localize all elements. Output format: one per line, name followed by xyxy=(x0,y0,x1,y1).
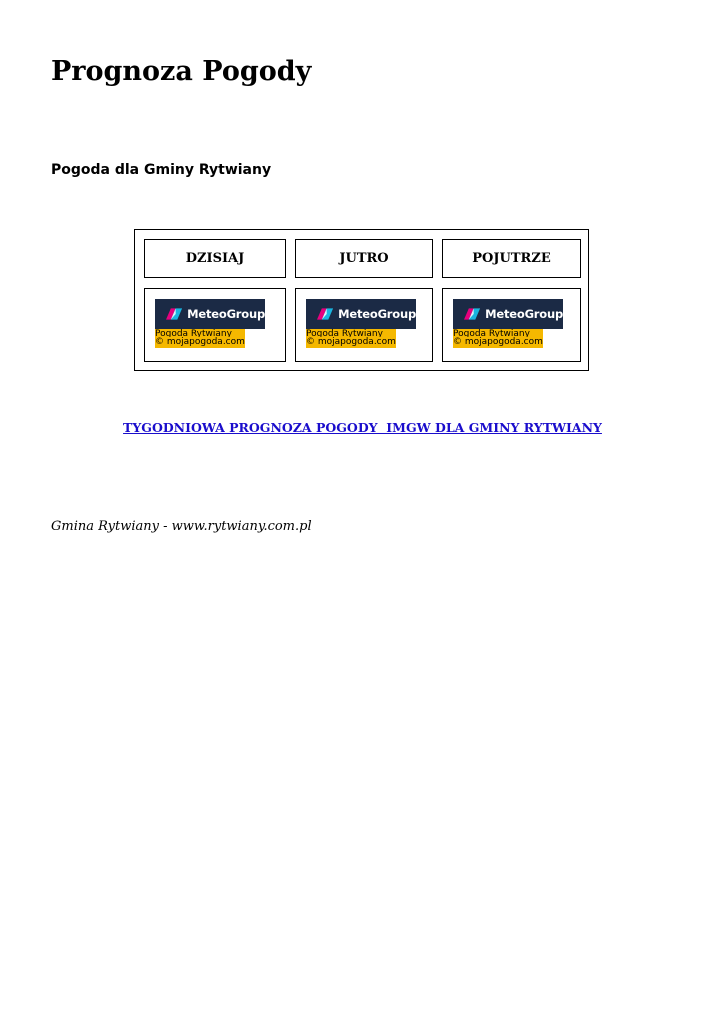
widget-caption-location: Pogoda Rytwiany xyxy=(306,329,383,337)
footer-text: Gmina Rytwiany - www.rytwiany.com.pl xyxy=(51,519,312,534)
widget-caption-copyright: © mojapogoda.com xyxy=(155,337,245,347)
meteogroup-logo-text: MeteoGroup xyxy=(338,307,416,321)
meteogroup-logo[interactable] xyxy=(306,299,416,329)
widget-caption-copyright: © mojapogoda.com xyxy=(306,337,396,347)
day-header-today: DZISIAJ xyxy=(144,239,286,278)
day-header-day-after: POJUTRZE xyxy=(442,239,581,278)
weekly-forecast-link[interactable]: TYGODNIOWA PROGNOZA POGODY IMGW DLA GMINY RYTWIANY xyxy=(123,420,602,435)
meteogroup-logo-text: MeteoGroup xyxy=(485,307,563,321)
weather-widget[interactable] xyxy=(155,299,266,348)
widget-caption[interactable] xyxy=(453,329,543,348)
weather-widget[interactable] xyxy=(306,299,417,348)
widget-caption-location: Pogoda Rytwiany xyxy=(155,329,232,337)
forecast-table xyxy=(134,229,589,371)
widget-caption[interactable] xyxy=(306,329,396,348)
meteogroup-logo[interactable] xyxy=(453,299,563,329)
weather-widget-cell-today xyxy=(144,288,286,362)
widget-caption-location: Pogoda Rytwiany xyxy=(453,329,530,337)
widget-caption[interactable] xyxy=(155,329,245,348)
meteogroup-logo[interactable] xyxy=(155,299,265,329)
day-header-tomorrow: JUTRO xyxy=(295,239,433,278)
weather-widget[interactable] xyxy=(453,299,564,348)
section-heading: Pogoda dla Gminy Rytwiany xyxy=(51,162,272,178)
weather-widget-cell-day-after xyxy=(442,288,581,362)
meteogroup-logo-text: MeteoGroup xyxy=(187,307,265,321)
meteogroup-logo-icon xyxy=(166,307,182,321)
page-title: Prognoza Pogody xyxy=(51,56,312,87)
meteogroup-logo-icon xyxy=(317,307,333,321)
widget-caption-copyright: © mojapogoda.com xyxy=(453,337,543,347)
weather-widget-cell-tomorrow xyxy=(295,288,433,362)
meteogroup-logo-icon xyxy=(464,307,480,321)
